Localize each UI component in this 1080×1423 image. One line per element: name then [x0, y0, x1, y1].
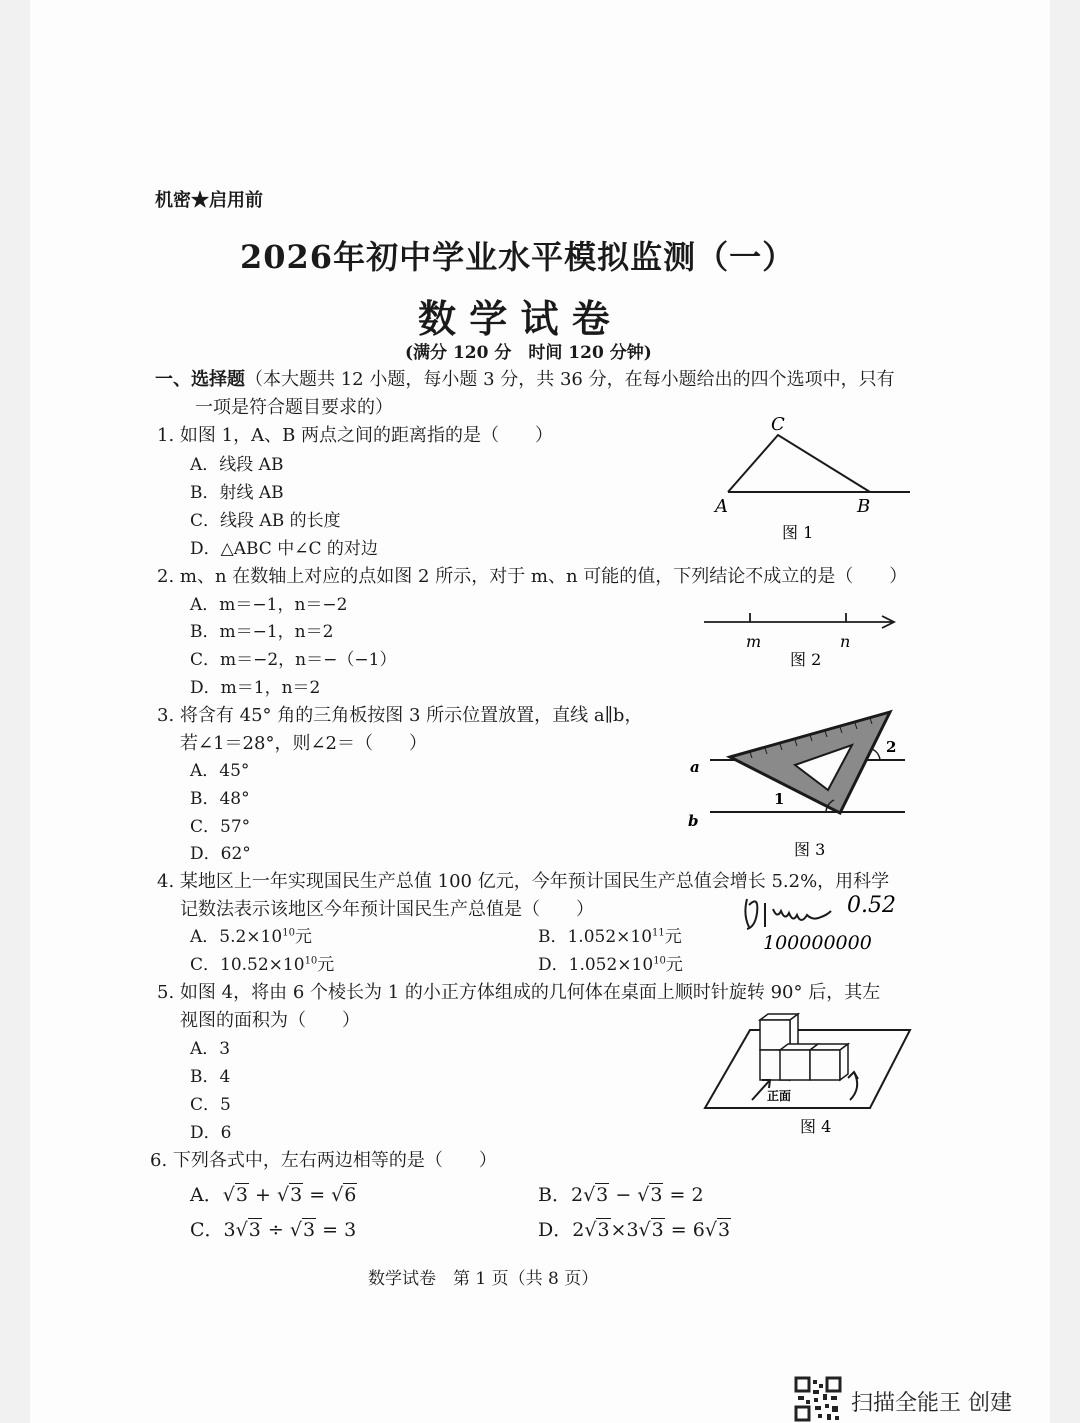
q1-option-a: A．线段 AB [190, 455, 284, 475]
label-b: B [857, 496, 871, 517]
fig1-caption: 图 1 [782, 523, 814, 542]
q4-option-a: A．$5.2\times 10^{10}$元 [190, 927, 312, 947]
section-desc-line2: 一项是符合题目要求的） [195, 397, 393, 418]
q2-stem: 2. m、n 在数轴上对应的点如图 2 所示，对于 m、n 可能的值，下列结论不成立的是（ ） [157, 566, 908, 587]
label-a: A [715, 496, 728, 517]
figure-3 [680, 705, 910, 865]
q6-option-b: B．2√3 − √3 = 2 [538, 1184, 704, 1206]
q3-option-a: A．45° [190, 761, 250, 781]
cube-stack [760, 1014, 848, 1080]
q3-option-c: C．57° [190, 817, 251, 837]
figure-1 [700, 410, 920, 550]
figure-2 [700, 600, 910, 675]
label-c: C [771, 414, 785, 435]
angle-2-arc [872, 749, 880, 760]
q4-option-b: B．$1.052\times 10^{11}$元 [538, 927, 682, 947]
fig3-caption: 图 3 [794, 840, 826, 859]
scanner-watermark: 扫描全能王 创建 [851, 1391, 1012, 1416]
q5-stem-line1: 5. 如图 4，将由 6 个棱长为 1 的小正方体组成的几何体在桌面上顺时针旋转 90° 后，其左 [157, 982, 881, 1003]
label-2: 2 [886, 738, 897, 756]
q5-option-d: D．6 [190, 1123, 232, 1143]
q6-option-d: D．2√3×3√3 = 6√3 [538, 1219, 731, 1241]
q6-option-c: C．3√3 ÷ √3 = 3 [190, 1219, 357, 1241]
rotation-arrow-head-icon [848, 1072, 858, 1079]
figure-4 [700, 1010, 915, 1140]
q6-stem: 6. 下列各式中，左右两边相等的是（ ） [150, 1150, 497, 1171]
front-label: 正面 [767, 1089, 792, 1103]
label-n: n [840, 632, 851, 651]
fig2-caption: 图 2 [790, 650, 822, 669]
q1-stem: 1. 如图 1，A、B 两点之间的距离指的是（ ） [157, 425, 554, 446]
handwriting-top: 0.52 [847, 893, 896, 918]
exam-title: 2026年初中学业水平模拟监测（一） [240, 238, 796, 276]
q2-option-d: D．m＝1，n＝2 [190, 678, 321, 698]
q4-option-c: C．$10.52\times 10^{10}$元 [190, 955, 335, 975]
handwriting-bottom: 100000000 [763, 932, 872, 954]
q2-option-c: C．m＝−2，n＝−（−1） [190, 650, 397, 670]
triangle-sides [728, 435, 870, 492]
q3-option-b: B．48° [190, 789, 250, 809]
q4-option-d: D．$1.052\times 10^{10}$元 [538, 955, 683, 975]
confidential-label: 机密★启用前 [155, 190, 263, 211]
q6-option-a: A．√3 + √3 = √6 [190, 1184, 357, 1206]
q5-option-b: B．4 [190, 1067, 231, 1087]
q4-stem-line1: 4. 某地区上一年实现国民生产总值 100 亿元，今年预计国民生产总值会增长 5.2%，用科学 [157, 871, 890, 892]
exam-meta: (满分 120 分 时间 120 分钟) [405, 343, 652, 363]
q1-option-d: D．△ABC 中∠C 的对边 [190, 539, 378, 559]
q5-option-a: A．3 [190, 1039, 231, 1059]
label-1: 1 [774, 790, 785, 808]
q3-stem-line1: 3. 将含有 45° 角的三角板按图 3 所示位置放置，直线 a∥b， [157, 705, 643, 726]
q2-option-a: A．m＝−1，n＝−2 [190, 595, 348, 615]
q3-stem-line2: 若∠1＝28°，则∠2＝（ ） [180, 733, 427, 754]
section-heading: 一、选择题（本大题共 12 小题，每小题 3 分，共 36 分，在每小题给出的四个选项中，只有 [155, 369, 895, 390]
qr-code-icon [794, 1376, 842, 1422]
label-m: m [746, 632, 762, 651]
fig4-caption: 图 4 [800, 1117, 832, 1136]
q1-option-b: B．射线 AB [190, 483, 284, 503]
q3-option-d: D．62° [190, 844, 251, 864]
scribble-mark [745, 899, 831, 929]
q4-stem-line2: 记数法表示该地区今年预计国民生产总值是（ ） [180, 899, 594, 920]
page-footer: 数学试卷 第 1 页（共 8 页） [368, 1269, 599, 1289]
q5-option-c: C．5 [190, 1095, 231, 1115]
handwritten-notes [735, 885, 905, 960]
label-b: b [688, 812, 699, 830]
subject-title: 数 学 试 卷 [418, 296, 610, 341]
q5-stem-line2: 视图的面积为（ ） [180, 1010, 360, 1031]
q2-option-b: B．m＝−1，n＝2 [190, 622, 334, 642]
label-a: a [690, 758, 700, 776]
q1-option-c: C．线段 AB 的长度 [190, 511, 341, 531]
